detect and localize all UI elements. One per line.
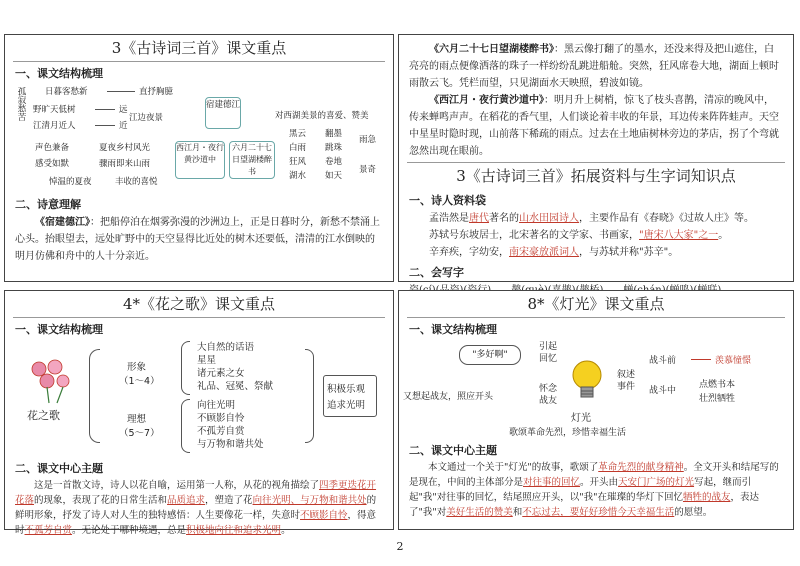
connector xyxy=(95,109,115,110)
bottom-line: 歌颂革命先烈，珍惜幸福生活 xyxy=(509,428,627,438)
text: ，表达了"我"对 xyxy=(409,492,760,518)
quote-bubble: "多好啊" xyxy=(459,345,521,365)
text: 辛弃疾，字幼安， xyxy=(429,247,509,258)
poem-title: 《六月二十七日望湖楼醉书》 xyxy=(429,44,554,55)
sub-item: 翻墨 xyxy=(325,129,343,139)
label: 直抒胸臆 xyxy=(139,87,174,97)
text: 。无论处于哪种境遇，总是 xyxy=(72,525,187,536)
label: 战斗中 xyxy=(649,386,677,396)
branch-range: （1～4） xyxy=(119,376,160,387)
poem-text: ：黑云像打翻了的墨水，还没来得及把山遮住，白亮亮的雨点便像洒落的珠子一样纷纷乱跳进船舱。突然，狂风席卷大地，湖面上顿时雨散云飞。凭栏而望，只见湖面水天映照，碧波如镜。 xyxy=(409,44,779,89)
poem-line: 江清月近人 xyxy=(33,121,76,131)
text: 孟浩然是 xyxy=(429,213,469,224)
connector xyxy=(95,125,115,126)
text: ，与苏轼并称"苏辛"。 xyxy=(579,247,679,258)
label: 引起回忆 xyxy=(539,342,558,364)
item: 大自然的话语 xyxy=(197,342,255,353)
poem-meaning xyxy=(5,214,393,265)
section-heading: 二、课文中心主题 xyxy=(409,444,497,457)
section-heading: 一、课文结构梳理 xyxy=(15,323,103,336)
highlight: 向往光明、与万物和谐共处 xyxy=(252,495,367,506)
text: 的愿望。 xyxy=(674,507,713,518)
result: 追求光明 xyxy=(327,400,366,411)
highlight: "唐宋八大家"之一 xyxy=(639,230,719,241)
text: 著名的 xyxy=(489,213,519,224)
item: 诸元素之女 xyxy=(197,368,245,379)
panel-gushici-keypoints xyxy=(4,34,394,282)
panel-extended-notes xyxy=(398,34,794,282)
highlight: 唐代 xyxy=(469,213,489,224)
sub-item: 跳珠 xyxy=(325,143,343,153)
center-node-xijiangyue: 西江月・夜行黄沙道中 xyxy=(175,141,225,179)
label: 战斗前 xyxy=(649,356,677,366)
result: 壮烈牺牲 xyxy=(699,394,736,404)
bottom-label: 丰收的喜悦 xyxy=(115,177,158,187)
item: 向往光明 xyxy=(197,400,236,411)
text: 本文通过一个关于"灯光"的故事，歌颂了 xyxy=(428,462,599,473)
branch-range: （5～7） xyxy=(119,428,160,439)
connector xyxy=(691,359,711,360)
structure-diagram xyxy=(5,339,393,457)
highlight: 美好生活的赞美 xyxy=(446,507,513,518)
structure-diagram xyxy=(5,83,393,193)
left-vertical-label: 孤寂愁苦 xyxy=(16,87,26,121)
item: 与万物和谐共处 xyxy=(197,439,264,450)
text: 这是一首散文诗，诗人以花自喻，运用第一人称，从花的视角描绘了 xyxy=(34,480,320,491)
panel-huazhige-keypoints xyxy=(4,290,394,536)
label: 近 xyxy=(119,121,128,131)
item: 不孤芳自赏 xyxy=(197,426,245,437)
label: 怀念战友 xyxy=(539,384,558,406)
highlight: 品质追求 xyxy=(167,495,206,506)
text: ，主要作品有《春晓》《过故人庄》等。 xyxy=(579,213,754,224)
highlight: 不顾影自怜 xyxy=(300,510,348,521)
panel-dengguang-keypoints xyxy=(398,290,794,530)
section-heading: 一、课文结构梳理 xyxy=(409,323,497,336)
bottom-label: 感受如默 xyxy=(35,159,70,169)
poem-title: 《宿建德江》 xyxy=(35,217,90,228)
poem-line: 日暮客愁新 xyxy=(45,87,88,97)
text: ，塑造了花 xyxy=(205,495,253,506)
sub-item: 白雨 xyxy=(289,143,307,153)
bottom-label: 悼温的夏夜 xyxy=(49,177,92,187)
highlight: 四季更迭花开花落 xyxy=(15,480,377,506)
panel-title: 4*《花之歌》课文重点 xyxy=(13,291,385,318)
root-label: 花之歌 xyxy=(27,409,60,422)
text: 的现象，表现了花的日常生活和 xyxy=(34,495,168,506)
highlight: 天安门广场的灯光 xyxy=(618,477,695,488)
theme-text xyxy=(5,478,393,538)
highlight: 山水田园诗人 xyxy=(519,213,579,224)
poem-title: 《西江月・夜行黄沙道中》 xyxy=(429,95,544,106)
brace xyxy=(89,349,100,443)
poet-bio xyxy=(399,244,793,261)
highlight: 南宋豪放派词人 xyxy=(509,247,579,258)
result: 积极乐观 xyxy=(327,384,366,395)
poet-bio xyxy=(399,210,793,227)
highlight: 革命先烈的献身精神 xyxy=(598,462,684,473)
brace xyxy=(181,399,190,453)
center-node-sujiande: 宿建德江 xyxy=(205,97,241,129)
section-heading: 二、会写字 xyxy=(409,266,464,279)
bottom-label: 夏夜乡村风光 xyxy=(99,143,151,153)
result: 羡慕憧憬 xyxy=(715,356,752,366)
connector xyxy=(107,91,135,92)
branch-label: 形象 xyxy=(127,362,147,373)
flower-icon xyxy=(27,357,73,403)
sub-item: 黑云 xyxy=(289,129,307,139)
text: 写起，继而引起"我"对往事的回忆，结尾照应开头，以"我"在璀璨的华灯下回忆 xyxy=(409,477,752,503)
text: ，得意时 xyxy=(15,510,377,536)
section-heading: 一、诗人资料袋 xyxy=(409,194,486,207)
poem-line: 野旷天低树 xyxy=(33,105,76,115)
sub-item: 卷地 xyxy=(325,157,343,167)
label: 江边夜景 xyxy=(129,113,164,123)
right-title: 对西湖美景的喜爱、赞美 xyxy=(275,111,369,121)
structure-diagram xyxy=(399,339,793,439)
sub-item: 如天 xyxy=(325,171,343,181)
item: 礼品、冠冕、祭献 xyxy=(197,381,274,392)
poem-meaning xyxy=(399,92,793,160)
text: 。全文开头和结尾写的是现在，中间的主体部分是 xyxy=(409,462,779,488)
poem-text: ：把船停泊在烟雾弥漫的沙洲边上，正是日暮时分，新愁不禁涌上心头。抬眼望去，远处旷野中的天空显得比近处的树木还要低，清清的江水倒映的明月仿佛和舟中的人十分亲近。 xyxy=(15,217,380,262)
label: 叙述事件 xyxy=(617,370,636,392)
page-number: 2 xyxy=(396,540,404,553)
text: 。 xyxy=(281,525,291,536)
highlight: 牺牲的战友 xyxy=(682,492,731,503)
text: 和 xyxy=(512,507,523,518)
brace xyxy=(305,349,314,443)
panel-title: 3《古诗词三首》拓展资料与生字词知识点 xyxy=(407,162,785,189)
item: 不顾影自怜 xyxy=(197,413,245,424)
center-label: 灯光 xyxy=(571,413,591,424)
center-node-liuyue: 六月二十七日望湖楼醉书 xyxy=(229,141,275,179)
sub-item: 狂风 xyxy=(289,157,307,167)
poet-bio xyxy=(399,227,793,244)
highlight: 不忘过去，要好好珍惜今天幸福生活 xyxy=(522,507,675,518)
text: 。 xyxy=(718,230,729,241)
item: 星星 xyxy=(197,355,217,366)
label: 又想起战友，照应开头 xyxy=(403,392,494,402)
label: 远 xyxy=(119,105,128,115)
panel-title: 3《古诗词三首》课文重点 xyxy=(13,35,385,62)
section-heading: 二、诗意理解 xyxy=(15,198,81,211)
section-heading: 一、课文结构梳理 xyxy=(15,67,103,80)
label: 景奇 xyxy=(359,165,377,175)
bulb-icon xyxy=(567,357,607,405)
section-heading: 二、课文中心主题 xyxy=(15,462,103,475)
brace xyxy=(181,341,190,395)
highlight: 对往事的回忆 xyxy=(523,477,581,488)
panel-title: 8*《灯光》课文重点 xyxy=(407,291,785,318)
text: 。开头由 xyxy=(580,477,619,488)
sub-item: 湖水 xyxy=(289,171,307,181)
bottom-label: 骤雨即来山雨 xyxy=(99,159,151,169)
label: 雨急 xyxy=(359,135,377,145)
bottom-label: 声色兼备 xyxy=(35,143,70,153)
poem-text: ：明月升上树梢，惊飞了枝头喜鹊，清凉的晚风中，传来蝉鸣声声。在稻花的香气里，人们谈论着丰收的年景，耳边传来阵阵蛙声。天空中星星时隐时现，山前落下稀疏的雨点。过去在土地庙树林旁边的茅店，拐了个弯就忽然出现在眼前。 xyxy=(409,95,779,157)
text: 苏轼号东坡居士，北宋著名的文学家、书画家， xyxy=(429,230,639,241)
theme-text xyxy=(399,460,793,520)
text: 的鲜明形象，抒发了诗人对人生的独特感悟：人生要像花一样，失意时 xyxy=(15,495,377,521)
branch-label: 理想 xyxy=(127,414,147,425)
result: 点燃书本 xyxy=(699,380,736,390)
poem-meaning xyxy=(399,35,793,92)
highlight: 积极地向往和追求光明 xyxy=(186,525,282,536)
highlight: 不孤芳自赏 xyxy=(24,525,73,536)
